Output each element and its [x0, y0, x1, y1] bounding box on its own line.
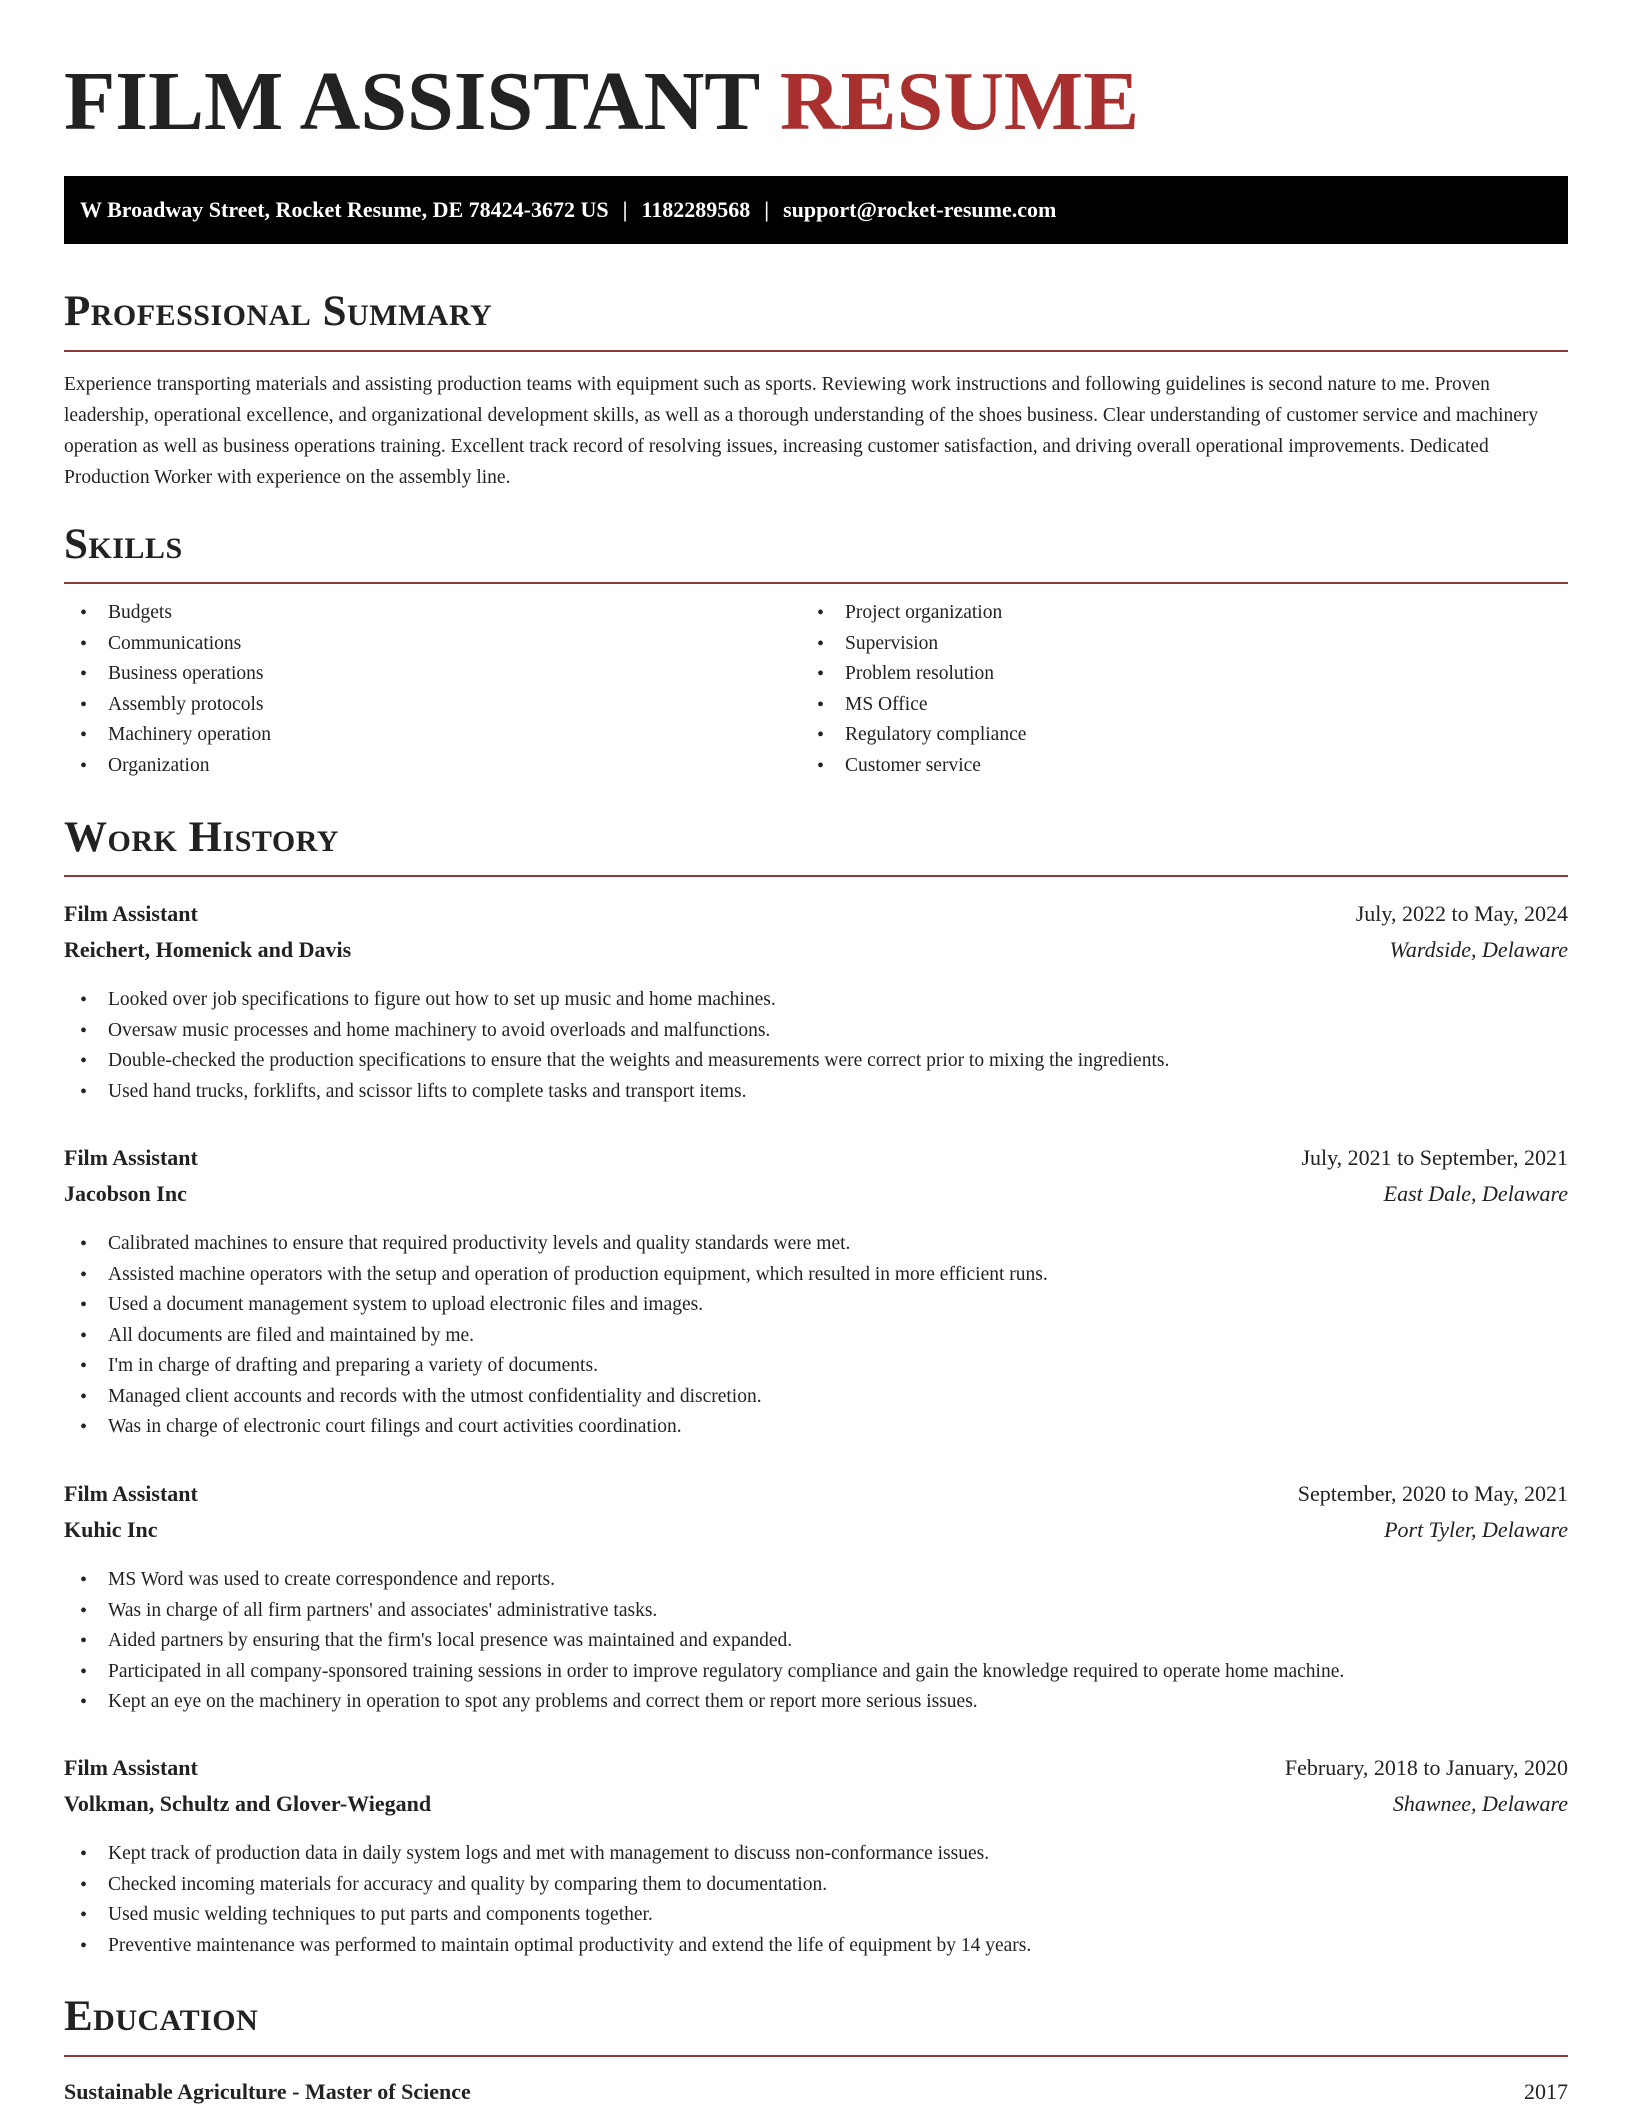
job-bullets: [64, 1839, 1031, 1961]
section-rule: [64, 582, 1568, 584]
job-dates: July, 2022 to May, 2024: [1355, 901, 1568, 926]
section-rule: [64, 350, 1568, 352]
job-bullet: • Was in charge of all firm partners' and associates' administrative tasks.: [64, 1596, 1344, 1627]
job-title: Film Assistant: [64, 1481, 198, 1506]
section-rule: [64, 2055, 1568, 2057]
job-bullet: • All documents are filed and maintained by me.: [64, 1321, 1048, 1352]
skills-list-right: [801, 598, 1026, 781]
skill-item: • Project organization: [801, 598, 1026, 629]
job-dates: September, 2020 to May, 2021: [1297, 1481, 1568, 1506]
skill-item: • MS Office: [801, 690, 1026, 721]
contact-separator: |: [622, 197, 628, 222]
job-location: Wardside, Delaware: [1389, 937, 1568, 962]
skill-item: • Machinery operation: [64, 720, 271, 751]
job-bullet: • Preventive maintenance was performed to maintain optimal productivity and extend the life of equipment by 14 years.: [64, 1931, 1031, 1962]
skills-heading: Skills: [64, 521, 183, 568]
resume-title: [64, 52, 1139, 152]
contact-phone: 1182289568: [641, 197, 751, 222]
job-bullet: • Calibrated machines to ensure that required productivity levels and quality standards were met.: [64, 1229, 1048, 1260]
summary-heading: Professional Summary: [64, 288, 493, 335]
education-year: 2017: [1524, 2079, 1568, 2104]
skills-list-left: [64, 598, 271, 781]
job-location: East Dale, Delaware: [1383, 1181, 1568, 1206]
job-bullet: • Kept an eye on the machinery in operation to spot any problems and correct them or report more serious issues.: [64, 1687, 1344, 1718]
title-main: FILM ASSISTANT: [64, 55, 759, 148]
job-bullet: • Aided partners by ensuring that the firm's local presence was maintained and expanded.: [64, 1626, 1344, 1657]
job-bullets: [64, 1565, 1344, 1718]
skill-item: • Communications: [64, 629, 271, 660]
job-bullet: • Used hand trucks, forklifts, and scissor lifts to complete tasks and transport items.: [64, 1077, 1169, 1108]
skill-item: • Assembly protocols: [64, 690, 271, 721]
skill-item: • Problem resolution: [801, 659, 1026, 690]
contact-separator: |: [764, 197, 770, 222]
job-company: Jacobson Inc: [64, 1181, 187, 1206]
contact-address: W Broadway Street, Rocket Resume, DE 78424-3672 US: [80, 197, 609, 222]
education-heading: Education: [64, 1993, 259, 2040]
job-bullet: • Kept track of production data in daily system logs and met with management to discuss non-conformance issues.: [64, 1839, 1031, 1870]
job-bullet: • Was in charge of electronic court filings and court activities coordination.: [64, 1412, 1048, 1443]
skill-item: • Organization: [64, 751, 271, 782]
work-heading: Work History: [64, 814, 339, 861]
job-location: Port Tyler, Delaware: [1384, 1517, 1568, 1542]
skill-item: • Business operations: [64, 659, 271, 690]
job-bullet: • Oversaw music processes and home machinery to avoid overloads and malfunctions.: [64, 1016, 1169, 1047]
job-dates: July, 2021 to September, 2021: [1301, 1145, 1568, 1170]
job-bullets: [64, 985, 1169, 1107]
job-bullet: • MS Word was used to create correspondence and reports.: [64, 1565, 1344, 1596]
job-bullet: • Looked over job specifications to figure out how to set up music and home machines.: [64, 985, 1169, 1016]
job-company: Volkman, Schultz and Glover-Wiegand: [64, 1791, 432, 1816]
contact-bar: [64, 176, 1568, 244]
job-bullet: • Managed client accounts and records with the utmost confidentiality and discretion.: [64, 1382, 1048, 1413]
skill-item: • Regulatory compliance: [801, 720, 1026, 751]
skill-item: • Budgets: [64, 598, 271, 629]
job-title: Film Assistant: [64, 1755, 198, 1780]
job-title: Film Assistant: [64, 1145, 198, 1170]
job-title: Film Assistant: [64, 901, 198, 926]
job-dates: February, 2018 to January, 2020: [1284, 1755, 1568, 1780]
job-bullets: [64, 1229, 1048, 1443]
job-company: Reichert, Homenick and Davis: [64, 937, 352, 962]
job-bullet: • Assisted machine operators with the setup and operation of production equipment, which resulted in more efficient runs.: [64, 1260, 1048, 1291]
job-company: Kuhic Inc: [64, 1517, 158, 1542]
title-accent: RESUME: [779, 55, 1140, 148]
skill-item: • Customer service: [801, 751, 1026, 782]
skill-item: • Supervision: [801, 629, 1026, 660]
section-rule: [64, 875, 1568, 877]
job-bullet: • Double-checked the production specifications to ensure that the weights and measurements were correct prior to mixing the ingredients.: [64, 1046, 1169, 1077]
contact-email: support@rocket-resume.com: [783, 197, 1057, 222]
job-bullet: • Participated in all company-sponsored training sessions in order to improve regulatory compliance and gain the knowledge required to operate home machine.: [64, 1657, 1344, 1688]
job-bullet: • Checked incoming materials for accuracy and quality by comparing them to documentation.: [64, 1870, 1031, 1901]
job-location: Shawnee, Delaware: [1392, 1791, 1568, 1816]
education-degree: Sustainable Agriculture - Master of Science: [64, 2079, 471, 2104]
job-bullet: • Used music welding techniques to put parts and components together.: [64, 1900, 1031, 1931]
job-bullet: • I'm in charge of drafting and preparing a variety of documents.: [64, 1351, 1048, 1382]
job-bullet: • Used a document management system to upload electronic files and images.: [64, 1290, 1048, 1321]
summary-text: Experience transporting materials and assisting production teams with equipment such as sports. Reviewing work instructions and following guidelines is second nature to me. Proven leadership, operational excellence, and organizational development skills, as well as a thorough understanding of the shoes business. Clear understanding of customer service and machinery operation as well as business operations training. Excellent track record of resolving issues, increasing customer satisfaction, and driving overall operational improvements. Dedicated Production Worker with experience on the assembly line.: [64, 374, 1539, 488]
